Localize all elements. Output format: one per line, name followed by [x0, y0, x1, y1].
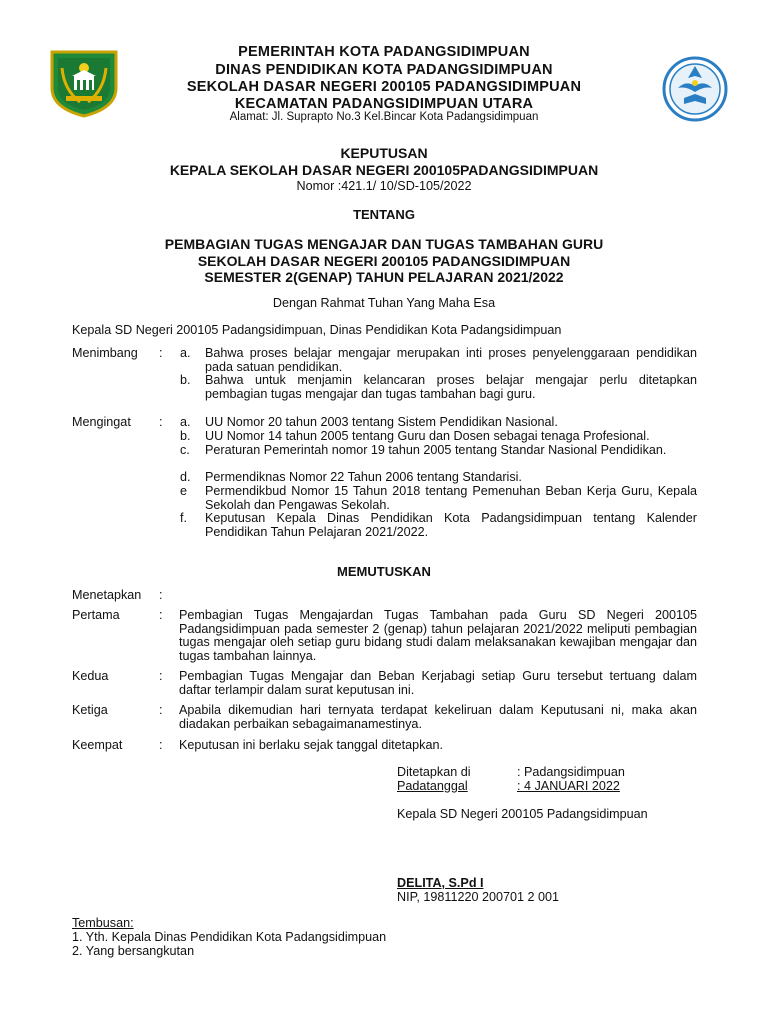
- keempat-label: Keempat: [72, 738, 123, 752]
- preamble: Kepala SD Negeri 200105 Padangsidimpuan, Dinas Pendidikan Kota Padangsidimpuan: [72, 323, 562, 337]
- tembusan-item-2: 2. Yang bersangkutan: [72, 944, 195, 958]
- tembusan-item-1: 1. Yth. Kepala Dinas Pendidikan Kota Padangsidimpuan: [72, 930, 387, 944]
- mengingat-item-d: Permendiknas Nomor 22 Tahun 2006 tentang Standarisi.: [205, 470, 522, 484]
- menimbang-marker-b: b.: [180, 373, 191, 387]
- mengingat-colon: :: [159, 415, 163, 429]
- mengingat-marker-c: c.: [180, 443, 190, 457]
- tanggal-value: : 4 JANUARI 2022: [517, 779, 620, 793]
- subject-line-2: SEKOLAH DASAR NEGERI 200105 PADANGSIDIMPUAN: [197, 253, 571, 269]
- decree-title: KEPUTUSAN: [340, 145, 428, 161]
- ketiga-label: Ketiga: [72, 703, 108, 717]
- tanggal-label: Padatanggal: [397, 779, 468, 793]
- menetapkan-colon: :: [159, 588, 163, 602]
- memutuskan-heading: MEMUTUSKAN: [337, 564, 431, 579]
- menetapkan-label: Menetapkan: [72, 588, 142, 602]
- menimbang-label: Menimbang: [72, 346, 138, 360]
- subject-line-1: PEMBAGIAN TUGAS MENGAJAR DAN TUGAS TAMBAHAN GURU: [164, 236, 604, 252]
- ketiga-colon: :: [159, 703, 163, 717]
- menimbang-item-b: Bahwa untuk menjamin kelancaran proses belajar mengajar perlu ditetapkan pembagian tugas mengajar dan tugas tambahan bagi guru.: [205, 373, 697, 401]
- header-school: SEKOLAH DASAR NEGERI 200105 PADANGSIDIMPUAN: [186, 79, 582, 95]
- mengingat-item-e: Permendikbud Nomor 15 Tahun 2018 tentang Pemenuhan Beban Kerja Guru, Kepala Sekolah dan Pengawas Sekolah.: [205, 484, 697, 512]
- mengingat-marker-d: d.: [180, 470, 191, 484]
- pertama-label: Pertama: [72, 608, 120, 622]
- kedua-text: Pembagian Tugas Mengajar dan Beban Kerjabagi setiap Guru tersebut tertuang dalam daftar terlampir dalam surat keputusan ini.: [179, 669, 697, 697]
- signatory-name: DELITA, S.Pd I: [397, 876, 484, 890]
- mengingat-marker-b: b.: [180, 429, 191, 443]
- header-district: KECAMATAN PADANGSIDIMPUAN UTARA: [234, 96, 534, 112]
- decree-number: Nomor :421.1/ 10/SD-105/2022: [296, 179, 472, 193]
- subject-line-3: SEMESTER 2(GENAP) TAHUN PELAJARAN 2021/2022: [204, 269, 564, 285]
- mengingat-item-c: Peraturan Pemerintah nomor 19 tahun 2005 tentang Standar Nasional Pendidikan.: [205, 443, 667, 457]
- header-government: PEMERINTAH KOTA PADANGSIDIMPUAN: [238, 44, 530, 60]
- header-address: Alamat: Jl. Suprapto No.3 Kel.Bincar Kota Padangsidimpuan: [229, 111, 539, 123]
- menimbang-colon: :: [159, 346, 163, 360]
- signatory-nip: NIP, 19811220 200701 2 001: [397, 890, 560, 904]
- pertama-text: Pembagian Tugas Mengajardan Tugas Tambahan pada Guru SD Negeri 200105 Padangsidimpuan pada semester 2 (genap) tahun pelajaran 2021/2022 meliputi pembagian tugas mengajar oleh setiap guru bidang studi dalam melaksanakan kewajiban mengajar dan tugas tambahan lainnya.: [179, 608, 697, 663]
- tentang-heading: TENTANG: [353, 207, 415, 222]
- keempat-colon: :: [159, 738, 163, 752]
- mengingat-item-f: Keputusan Kepala Dinas Pendidikan Kota Padangsidimpuan tentang Kalender Pendidikan Tahun Pelajaran 2021/2022.: [205, 511, 697, 539]
- mengingat-marker-f: f.: [180, 511, 187, 525]
- menimbang-item-a: Bahwa proses belajar mengajar merupakan inti proses penyelenggaraan pendidikan pada satuan pendidikan.: [205, 346, 697, 374]
- decree-subtitle: KEPALA SEKOLAH DASAR NEGERI 200105PADANGSIDIMPUAN: [169, 162, 599, 178]
- ditetapkan-label: Ditetapkan di: [397, 765, 471, 779]
- kedua-colon: :: [159, 669, 163, 683]
- mengingat-item-b: UU Nomor 14 tahun 2005 tentang Guru dan Dosen sebagai tenaga Profesional.: [205, 429, 650, 443]
- mengingat-marker-e: e: [180, 484, 188, 498]
- keempat-text: Keputusan ini berlaku sejak tanggal ditetapkan.: [179, 738, 443, 752]
- tembusan-heading: Tembusan:: [72, 916, 134, 930]
- ditetapkan-value: : Padangsidimpuan: [517, 765, 625, 779]
- mengingat-marker-a: a.: [180, 415, 191, 429]
- menimbang-marker-a: a.: [180, 346, 191, 360]
- mengingat-label: Mengingat: [72, 415, 131, 429]
- blessing: Dengan Rahmat Tuhan Yang Maha Esa: [272, 296, 496, 310]
- pertama-colon: :: [159, 608, 163, 622]
- ketiga-text: Apabila dikemudian hari ternyata terdapat kekeliruan dalam Keputusani ni, maka akan diadakan perbaikan sebagaimanamestinya.: [179, 703, 697, 731]
- signatory-position: Kepala SD Negeri 200105 Padangsidimpuan: [397, 807, 648, 821]
- mengingat-item-a: UU Nomor 20 tahun 2003 tentang Sistem Pendidikan Nasional.: [205, 415, 558, 429]
- header-department: DINAS PENDIDIKAN KOTA PADANGSIDIMPUAN: [215, 62, 553, 78]
- kedua-label: Kedua: [72, 669, 109, 683]
